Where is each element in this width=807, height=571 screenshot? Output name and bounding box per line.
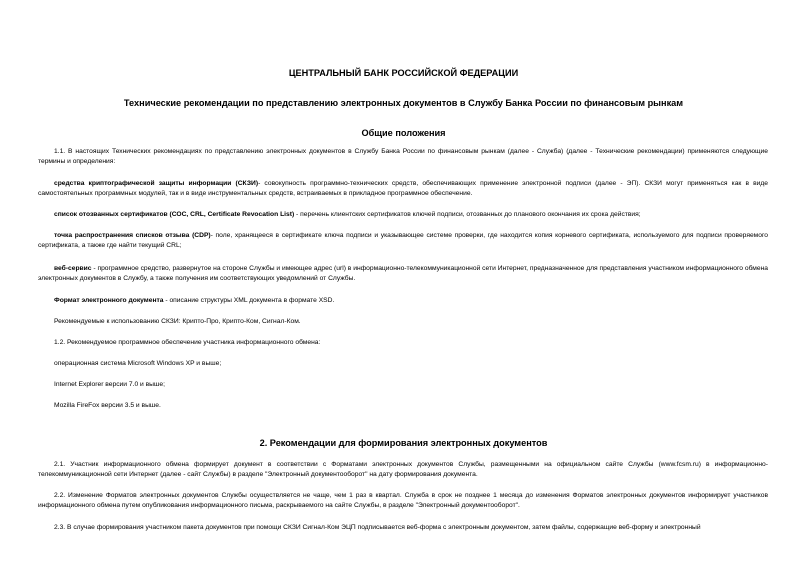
term-definition-crl [38, 210, 768, 220]
document-title: Технические рекомендации по представлению электронных документов в Службу Банка России по финансовым рынкам [123, 98, 684, 108]
paragraph-2-3: 2.3. В случае формирования участником пакета документов при помощи СКЗИ Сигнал-Ком ЭЦП подписывается веб-форма с электронным документом, затем файлы, содержащие веб-форму и электронный [54, 524, 701, 531]
term-name: средства криптографической защиты информации (СКЗИ) [54, 180, 259, 187]
term-text: - поле, хранящееся в сертификате ключа подписи и указывающее системе проверки, где находится копия корневого сертификата, используемого для подписи проверяемого сертификата, а также где найти текущий CRL; [38, 232, 768, 249]
paragraph-2-1: 2.1. Участник информационного обмена формирует документ в соответствии с Форматами электронных документов Службы, размещенными на официальном сайте Службы (www.fcsm.ru) в информационно-телекоммуникационной сети Интернет (далее - сайт Службы) в разделе "Электронный документооборот" на дату формирования документа. [38, 461, 768, 478]
paragraph-1-2: 1.2. Рекомендуемое программное обеспечение участника информационного обмена: [54, 339, 321, 346]
section-heading-2: 2. Рекомендации для формирования электронных документов [259, 438, 548, 448]
term-name: список отозванных сертификатов (СОС, CRL, Certificate Revocation List) [54, 211, 295, 218]
term-text: - программное средство, развернутое на стороне Службы и имеющее адрес (url) в информационно-телекоммуникационной сети Интернет, предназначенное для представления участником информационного обмена электронных документов в Службу, а также получения им соответствующих уведомлений от Службы. [38, 265, 768, 282]
term-name: Формат электронного документа [54, 297, 164, 304]
org-title: ЦЕНТРАЛЬНЫЙ БАНК РОССИЙСКОЙ ФЕДЕРАЦИИ [288, 68, 519, 78]
paragraph-1-1: 1.1. В настоящих Технических рекомендациях по представлению электронных документов в Службу Банка России по финансовым рынкам (далее - Служба) (далее - Технические рекомендации) применяются следующие термины и определения: [38, 148, 768, 165]
term-definition-cdp [38, 231, 768, 251]
term-text: - перечень клиентских сертификатов ключей подписи, отозванных до планового окончания их срока действия; [294, 211, 641, 218]
term-definition-skzi [38, 179, 768, 199]
software-item-firefox: Mozilla FireFox версии 3.5 и выше. [54, 402, 161, 409]
term-definition-web-service [38, 264, 768, 284]
term-text: - совокупность программно-технических средств, обеспечивающих применение электронной подписи (далее - ЭП). СКЗИ могут применяться как в виде самостоятельных программных модулей, так и в виде инструментальных средств, встраиваемых в прикладное программное обеспечение. [38, 180, 769, 197]
recommended-skzi: Рекомендуемые к использованию СКЗИ: Крипто-Про, Крипто-Ком, Сигнал-Ком. [54, 318, 301, 325]
term-name: веб-сервис [54, 265, 92, 272]
software-item-ie: Internet Explorer версии 7.0 и выше; [54, 381, 165, 388]
term-text: - описание структуры XML документа в формате XSD. [163, 297, 335, 304]
term-definition-format [38, 296, 768, 306]
paragraph-2-2: 2.2. Изменение Форматов электронных документов Службы осуществляется не чаще, чем 1 раз в квартал. Служба в срок не позднее 1 месяца до изменения Форматов электронных документов информирует участников информационного обмена путем опубликования информационного письма, раскрываемого на сайте Службы, в разделе "Электронный документооборот". [38, 492, 768, 509]
term-name: точка распространения списков отзыва (CDP) [54, 232, 211, 239]
software-item-os: операционная система Microsoft Windows XP и выше; [54, 360, 222, 367]
section-heading-general: Общие положения [361, 128, 446, 138]
